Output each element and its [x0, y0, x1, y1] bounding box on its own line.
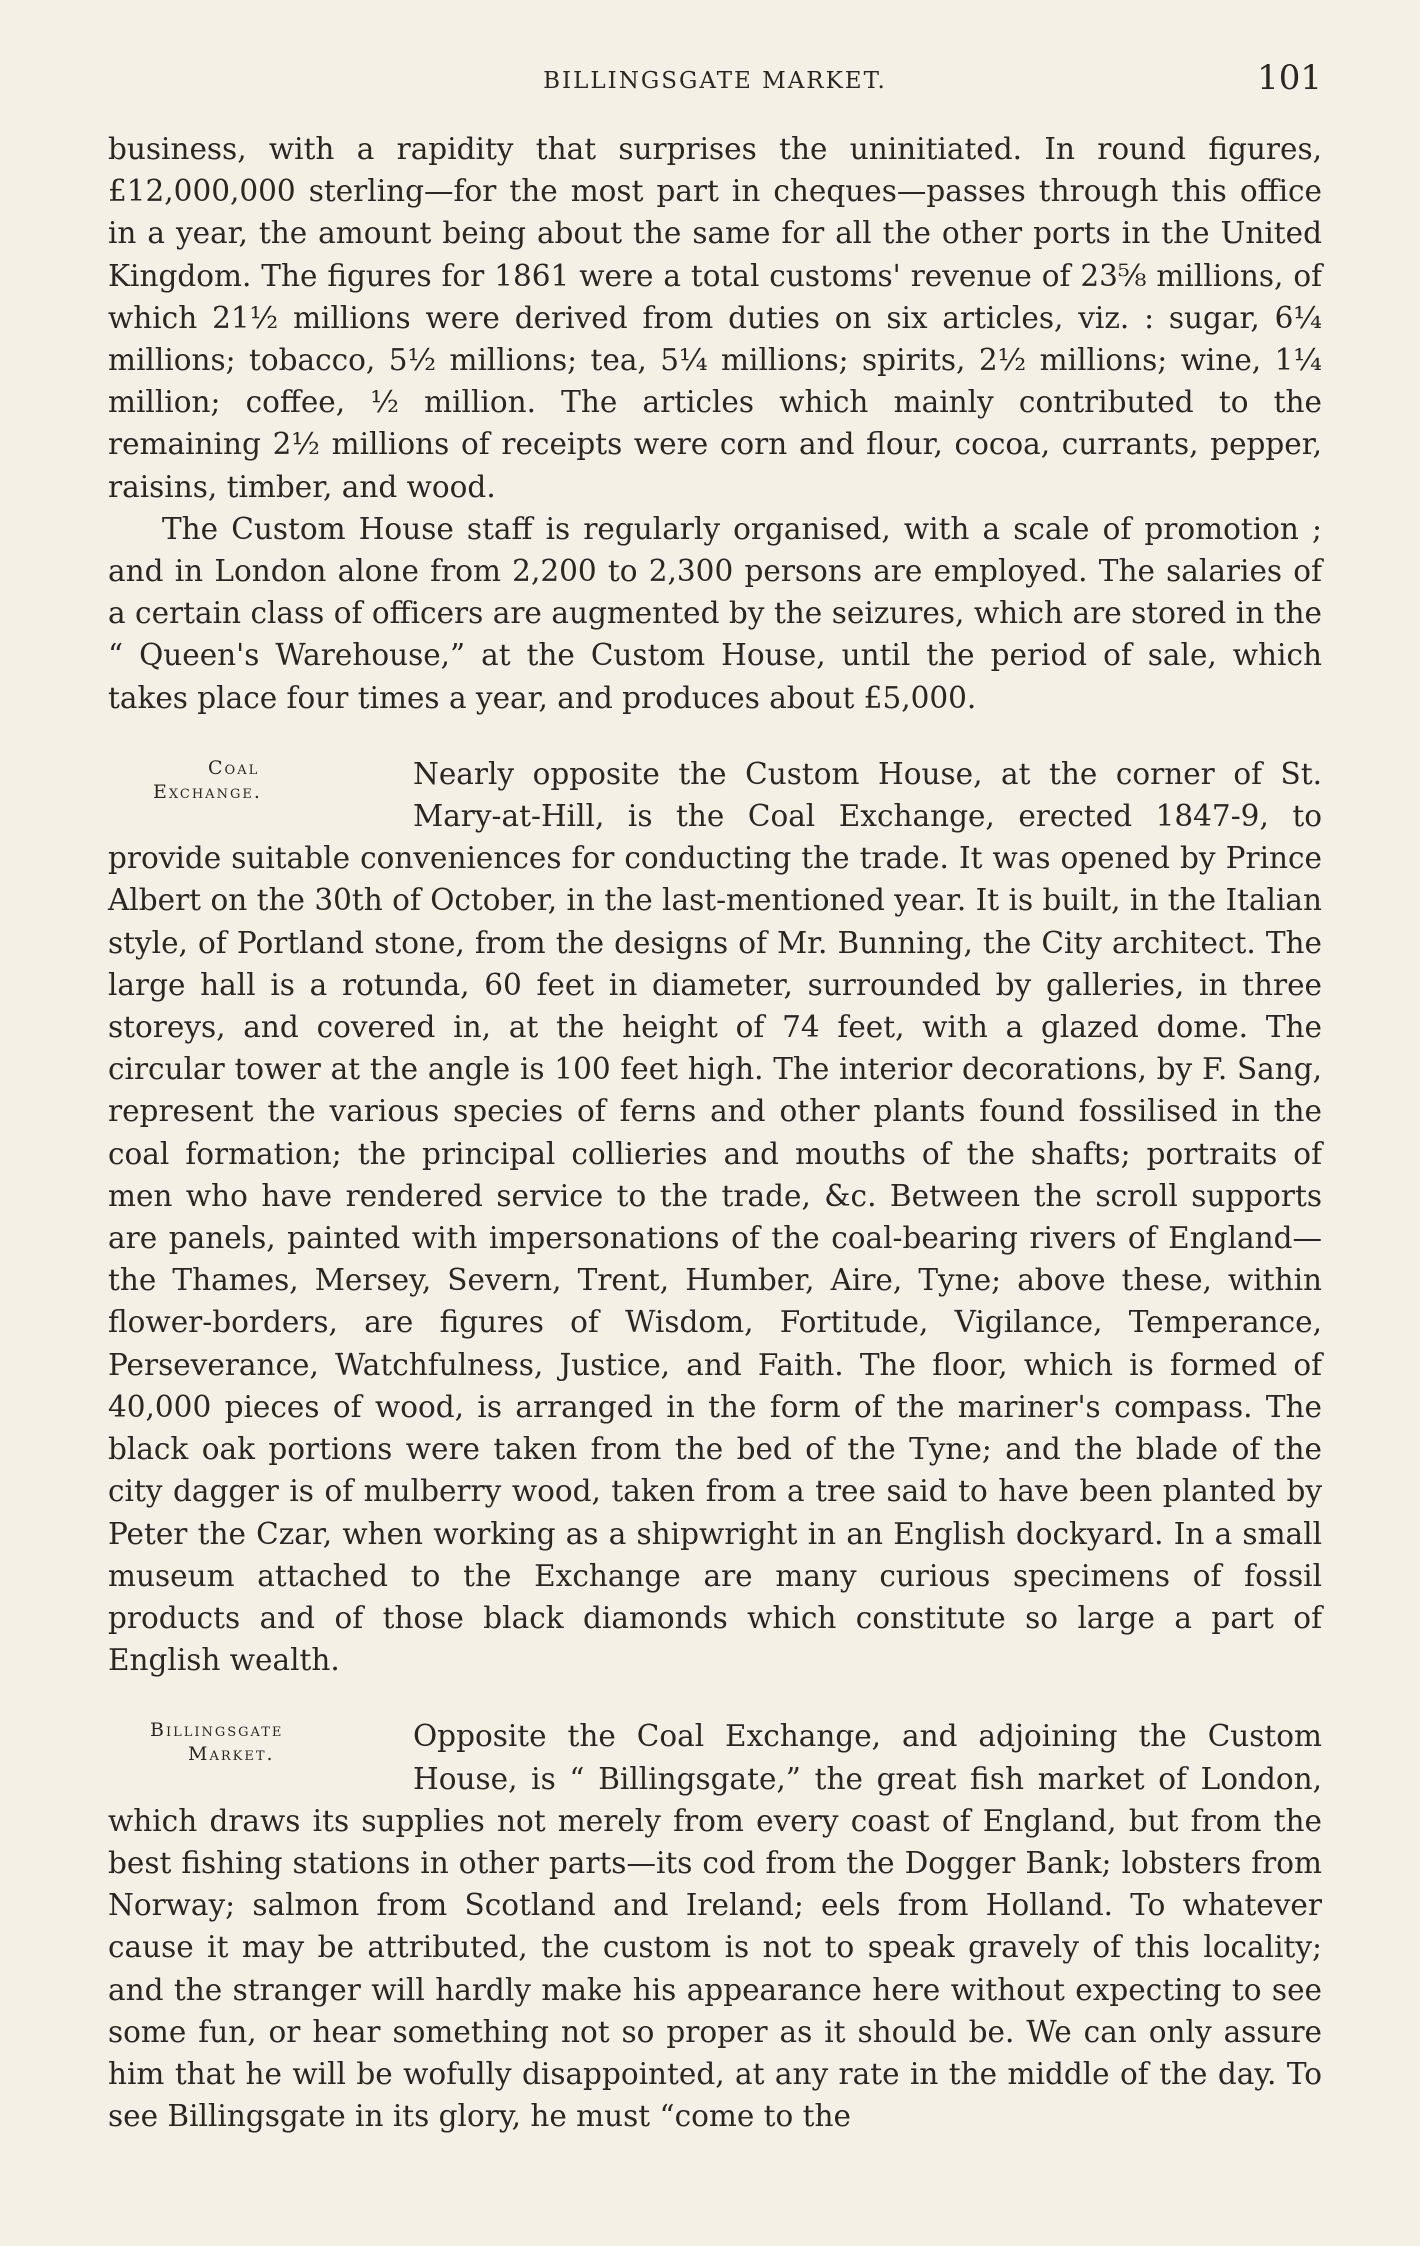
section-billingsgate-body: [108, 1715, 1322, 2137]
page-number: 101: [1257, 58, 1322, 98]
sidenote-line: Billingsgate: [150, 1719, 284, 1742]
section-coal-exchange: [108, 753, 1322, 1681]
paragraph-custom-house-staff: The Custom House staff is regularly organised, with a scale of promotion ; and in London alone from 2,200 to 2,300 persons are employed. The salaries of a certain class of officers are augmented by the seizures, which are stored in the “ Queen's Warehouse,” at the Custom House, until the period of sale, which takes place four times a year, and produces about £5,000.: [108, 511, 1322, 715]
paragraph-customs-continuation: business, with a rapidity that surprises the uninitiated. In round figures, £12,000,000 sterling—for the most part in cheques—passes through this office in a year, the amount being about the same for all the other ports in the United Kingdom. The figures for 1861 were a total customs' revenue of 23⅝ millions, of which 21½ millions were derived from duties on six articles, viz. : sugar, 6¼ millions; tobacco, 5½ millions; tea, 5¼ millions; spirits, 2½ millions; wine, 1¼ million; coffee, ½ million. The articles which mainly contributed to the remaining 2½ millions of receipts were corn and flour, cocoa, currants, pepper, raisins, timber, and wood.: [108, 132, 1322, 504]
sidenote-line: Coal: [208, 756, 260, 779]
sidenote-line: Exchange.: [153, 780, 262, 803]
running-title: BILLINGSGATE MARKET.: [543, 68, 887, 94]
page-header: [108, 58, 1322, 108]
paragraph-coal-exchange: Nearly opposite the Custom House, at the corner of St. Mary-at-Hill, is the Coal Exchange, erected 1847-9, to provide suitable conveniences for conducting the trade. It was opened by Prince Albert on the 30th of October, in the last-mentioned year. It is built, in the Italian style, of Portland stone, from the designs of Mr. Bunning, the City architect. The large hall is a rotunda, 60 feet in diameter, surrounded by galleries, in three storeys, and covered in, at the height of 74 feet, with a glazed dome. The circular tower at the angle is 100 feet high. The interior decorations, by F. Sang, represent the various species of ferns and other plants found fossilised in the coal formation; the principal collieries and mouths of the shafts; portraits of men who have rendered service to the trade, &c. Between the scroll supports are panels, painted with impersonations of the coal-bearing rivers of England—the Thames, Mersey, Severn, Trent, Humber, Aire, Tyne; above these, within flower-borders, are figures of Wisdom, Fortitude, Vigilance, Temperance, Perseverance, Watchfulness, Justice, and Faith. The floor, which is formed of 40,000 pieces of wood, is arranged in the form of the mariner's compass. The black oak portions were taken from the bed of the Tyne; and the blade of the city dagger is of mulberry wood, taken from a tree said to have been planted by Peter the Czar, when working as a shipwright in an English dockyard. In a small museum attached to the Exchange are many curious specimens of fossil products and of those black diamonds which constitute so large a part of English wealth.: [108, 756, 1322, 1678]
sidenote-billingsgate-market: [108, 1715, 408, 1799]
body-text: [108, 128, 1322, 2137]
sidenote-coal-exchange: [108, 753, 408, 837]
section-billingsgate-market: [108, 1715, 1322, 2137]
paragraph-billingsgate-market: Opposite the Coal Exchange, and adjoining the Custom House, is “ Billingsgate,” the great fish market of London, which draws its supplies not merely from every coast of England, but from the best fishing stations in other parts—its cod from the Dogger Bank; lobsters from Norway; salmon from Scotland and Ireland; eels from Holland. To whatever cause it may be attributed, the custom is not to speak gravely of this locality; and the stranger will hardly make his appearance here without expecting to see some fun, or hear something not so proper as it should be. We can only assure him that he will be wofully disappointed, at any rate in the middle of the day. To see Billingsgate in its glory, he must “come to the: [108, 1719, 1322, 2134]
section-coal-exchange-body: [108, 753, 1322, 1681]
sidenote-line: Market.: [188, 1743, 275, 1766]
